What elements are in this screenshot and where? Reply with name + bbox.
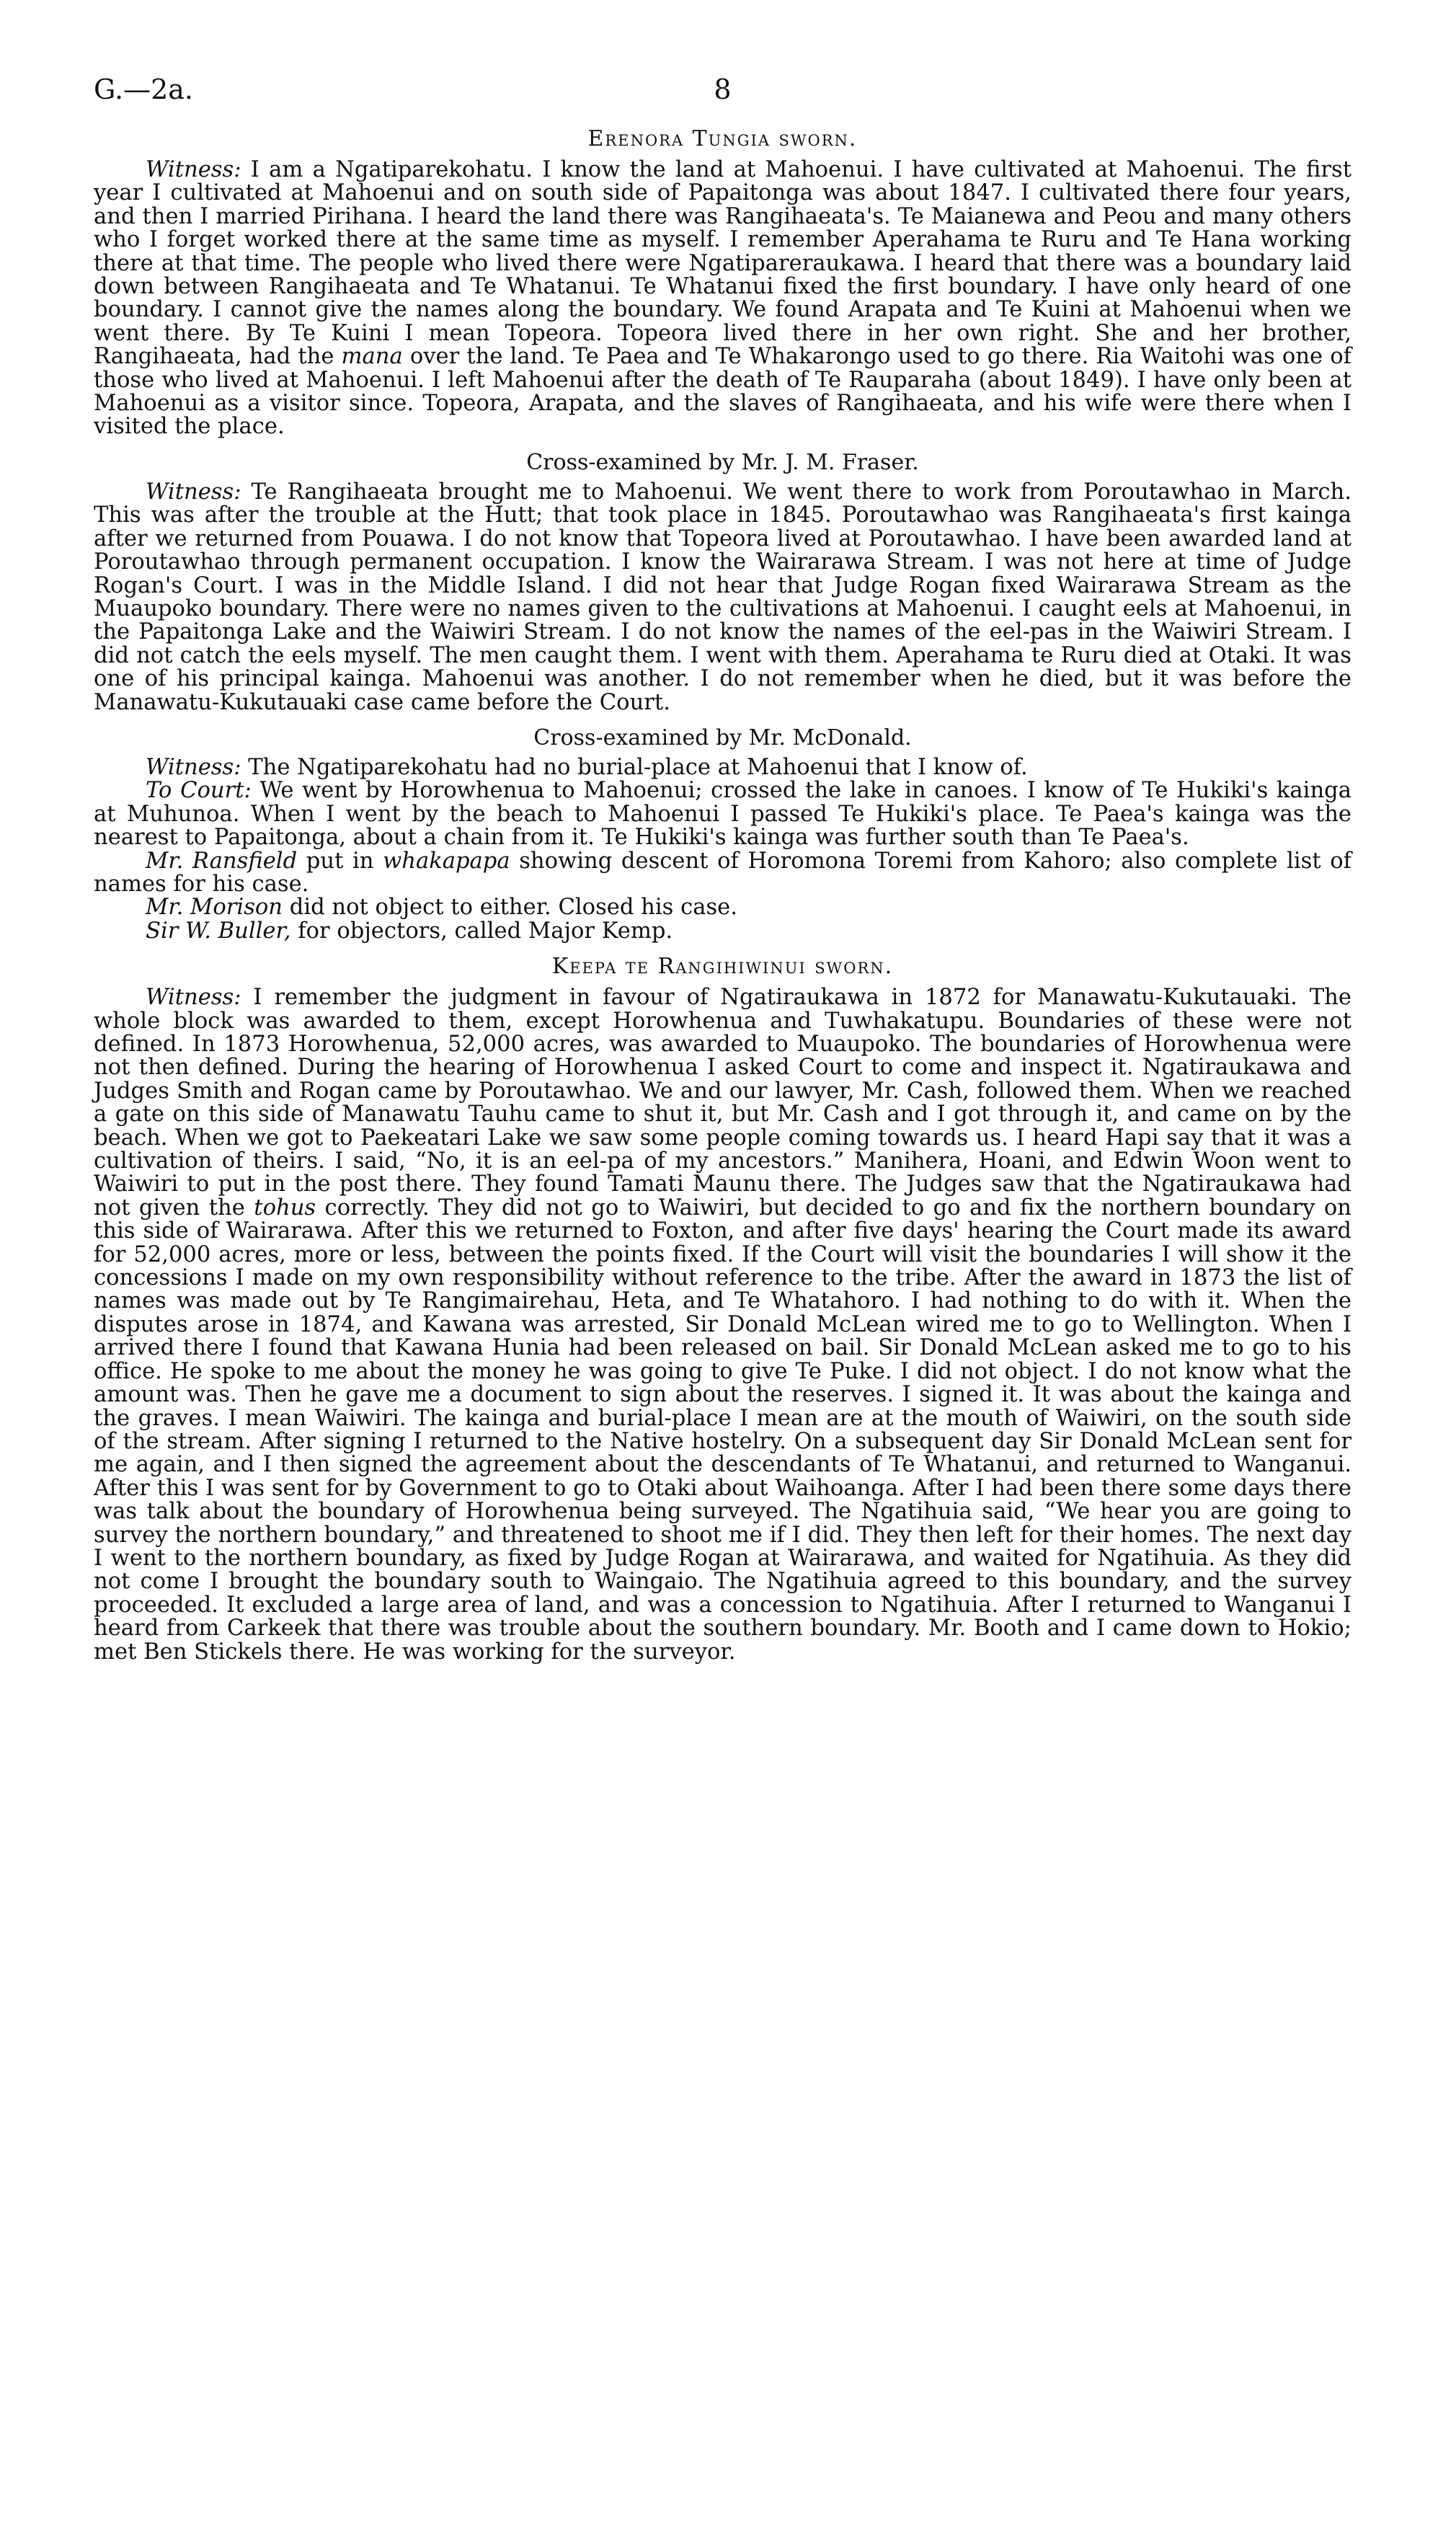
paragraph-lead: Sir W. Buller, <box>146 918 291 944</box>
testimony-paragraph <box>94 986 1351 1664</box>
paragraph-lead: Witness: <box>146 479 241 505</box>
emphasis-text: mana <box>341 344 403 370</box>
paragraph-lead: Witness: <box>146 157 241 182</box>
paragraph-text: for objectors, called Major Kemp. <box>290 918 673 944</box>
paragraph-text: correctly. They did not go to Waiwiri, but decided to go and fix the northern boundary on this side of Wairarawa. After this we returned to Foxton, and after five days' hearing the Court made its award for 52,000 acres, more or less, between the points fixed. If the Court will visit the boundaries I will show it the concessions I made on my own responsibility without reference to the tribe. After the award in 1873 the list of names was made out by Te Rangimairehau, Heta, and Te Whatahoro. I had nothing to do with it. When the disputes arose in 1874, and Kawana was arrested, Sir Donald McLean wired me to go to Wellington. When I arrived there I found that Kawana Hunia had been released on bail. Sir Donald McLean asked me to go to his office. He spoke to me about the money he was going to give Te Puke. I did not object. I do not know what the amount was. Then he gave me a document to sign about the reserves. I signed it. It was about the kainga and the graves. I mean Waiwiri. The kainga and burial-place I mean are at the mouth of Waiwiri, on the south side of the stream. After signing I returned to the Native hostelry. On a subsequent day Sir Donald McLean sent for me again, and I then signed the agreement about the descendants of Te Whatanui, and returned to Wanganui. After this I was sent for by Government to go to Otaki about Waihoanga. After I had been there some days there was talk about the boundary of Horowhenua being surveyed. The Ngatihuia said, “We hear you are going to survey the northern boundary,” and threatened to shoot me if I did. They then left for their homes. The next day I went to the northern boundary, as fixed by Judge Rogan at Wairarawa, and waited for Ngatihuia. As they did not come I brought the boundary south to Waingaio. The Ngatihuia agreed to this boundary, and the survey proceeded. It excluded a large area of land, and was a concession to Ngatihuia. After I returned to Wanganui I heard from Carkeek that there was trouble about the southern boundary. Mr. Booth and I came down to Hokio; met Ben Stickels there. He was working for the surveyor. <box>94 1195 1352 1665</box>
paragraph-text: The Ngatiparekohatu had no burial-place at Mahoenui that I know of. <box>241 754 1028 780</box>
emphasis-text: whakapapa <box>383 848 510 874</box>
record-paragraph <box>94 850 1351 897</box>
paragraph-text: We went by Horowhenua to Mahoenui; crossed the lake in canoes. I know of Te Hukiki's kainga at Muhunoa. When I went by the beach to Mahoenui I passed Te Hukiki's place. Te Paea's kainga was the nearest to Papaitonga, about a chain from it. Te Hukiki's kainga was further south than Te Paea's. <box>94 778 1351 851</box>
paragraph-text: did not object to either. Closed his case. <box>283 895 737 921</box>
paragraph-text: put in <box>297 848 383 874</box>
page-header <box>94 65 1351 115</box>
paragraph-text: Te Rangihaeata brought me to Mahoenui. We went there to work from Poroutawhao in March. This was after the trouble at the Hutt; that took place in 1845. Poroutawhao was Rangihaeata's first kainga after we returned from Pouawa. I do not know that Topeora lived at Poroutawhao. I have been awarded land at Poroutawhao through permanent occupation. I know the Wairarawa Stream. I was not here at time of Judge Rogan's Court. I was in the Middle Island. I did not hear that Judge Rogan fixed Wairarawa Stream as the Muaupoko boundary. There were no names given to the cultivations at Mahoenui. I caught eels at Mahoenui, in the Papaitonga Lake and the Waiwiri Stream. I do not know the names of the eel-pas in the Waiwiri Stream. I did not catch the eels myself. The men caught them. I went with them. Aperahama te Ruru died at Otaki. It was one of his principal kainga. Mahoenui was another. I do not remember when he died, but it was before the Manawatu-Kukutauaki case came before the Court. <box>94 479 1351 715</box>
paragraph-text: I remember the judgment in favour of Ngatiraukawa in 1872 for Manawatu-Kukutauaki. The whole block was awarded to them, except Horowhenua and Tuwhakatupu. Boundaries of these were not defined. In 1873 Horowhenua, 52,000 acres, was awarded to Muaupoko. The boundaries of Horowhenua were not then defined. During the hearing of Horowhenua I asked Court to come and inspect it. Ngatiraukawa and Judges Smith and Rogan came by Poroutawhao. We and our lawyer, Mr. Cash, followed them. When we reached a gate on this side of Manawatu Tauhu came to shut it, but Mr. Cash and I got through it, and came on by the beach. When we got to Paekeatari Lake we saw some people coming towards us. I heard Hapi say that it was a cultivation of theirs. I said, “No, it is an eel-pa of my ancestors.” Manihera, Hoani, and Edwin Woon went to Waiwiri to put in the post there. They found Tamati Maunu there. The Judges saw that the Ngatiraukawa had not given the <box>94 985 1351 1221</box>
paragraph-text: over the land. Te Paea and Te Whakarongo used to go there. Ria Waitohi was one of those who lived at Mahoenui. I left Mahoenui after the death of Te Rauparaha (about 1849). I have only been at Mahoenui as a visitor since. Topeora, Arapata, and the slaves of Rangihaeata, and his wife were there when I visited the place. <box>94 344 1351 440</box>
testimony-paragraph <box>94 779 1351 849</box>
document-page <box>94 65 1351 1664</box>
document-reference: G.—2a. <box>94 74 193 105</box>
page-number: 8 <box>714 74 732 105</box>
paragraph-text: showing descent of Horomona Toremi from Kahoro; also complete list of names for his case. <box>94 848 1351 897</box>
testimony-paragraph <box>94 756 1351 779</box>
testimony-paragraph <box>94 481 1351 714</box>
testimony-paragraph <box>94 159 1351 439</box>
section-subheading: Cross-examined by Mr. J. M. Fraser. <box>526 449 919 475</box>
record-paragraph <box>94 920 1351 943</box>
section-heading: Erenora Tungia sworn. <box>587 126 858 151</box>
paragraph-text: I am a Ngatiparekohatu. I know the land at Mahoenui. I have cultivated at Mahoenui. The first year I cultivated at Mahoenui and on south side of Papaitonga was about 1847. I cultivated there four years, and then I married Pirihana. I heard the land there was Rangihaeata's. Te Maianewa and Peou and many others who I forget worked there at the same time as myself. I remember Aperahama te Ruru and Te Hana working there at that time. The people who lived there were Ngatipareraukawa. I heard that there was a boundary laid down between Rangihaeata and Te Whatanui. Te Whatanui fixed the first boundary. I have only heard of one boundary. I cannot give the names along the boundary. We found Arapata and Te Kuini at Mahoenui when we went there. By Te Kuini I mean Topeora. Topeora lived there in her own right. She and her brother, Rangihaeata, had the <box>94 157 1351 370</box>
emphasis-text: tohus <box>254 1195 316 1221</box>
paragraph-lead: Mr. Ransfield <box>146 848 298 874</box>
paragraph-lead: To Court: <box>146 778 252 804</box>
section-heading: Keepa te Rangihiwinui sworn. <box>551 954 894 980</box>
section-subheading: Cross-examined by Mr. McDonald. <box>533 725 912 750</box>
record-paragraph <box>94 896 1351 919</box>
paragraph-lead: Witness: <box>146 754 241 780</box>
paragraph-lead: Witness: <box>146 985 241 1011</box>
paragraph-lead: Mr. Morison <box>146 895 283 921</box>
